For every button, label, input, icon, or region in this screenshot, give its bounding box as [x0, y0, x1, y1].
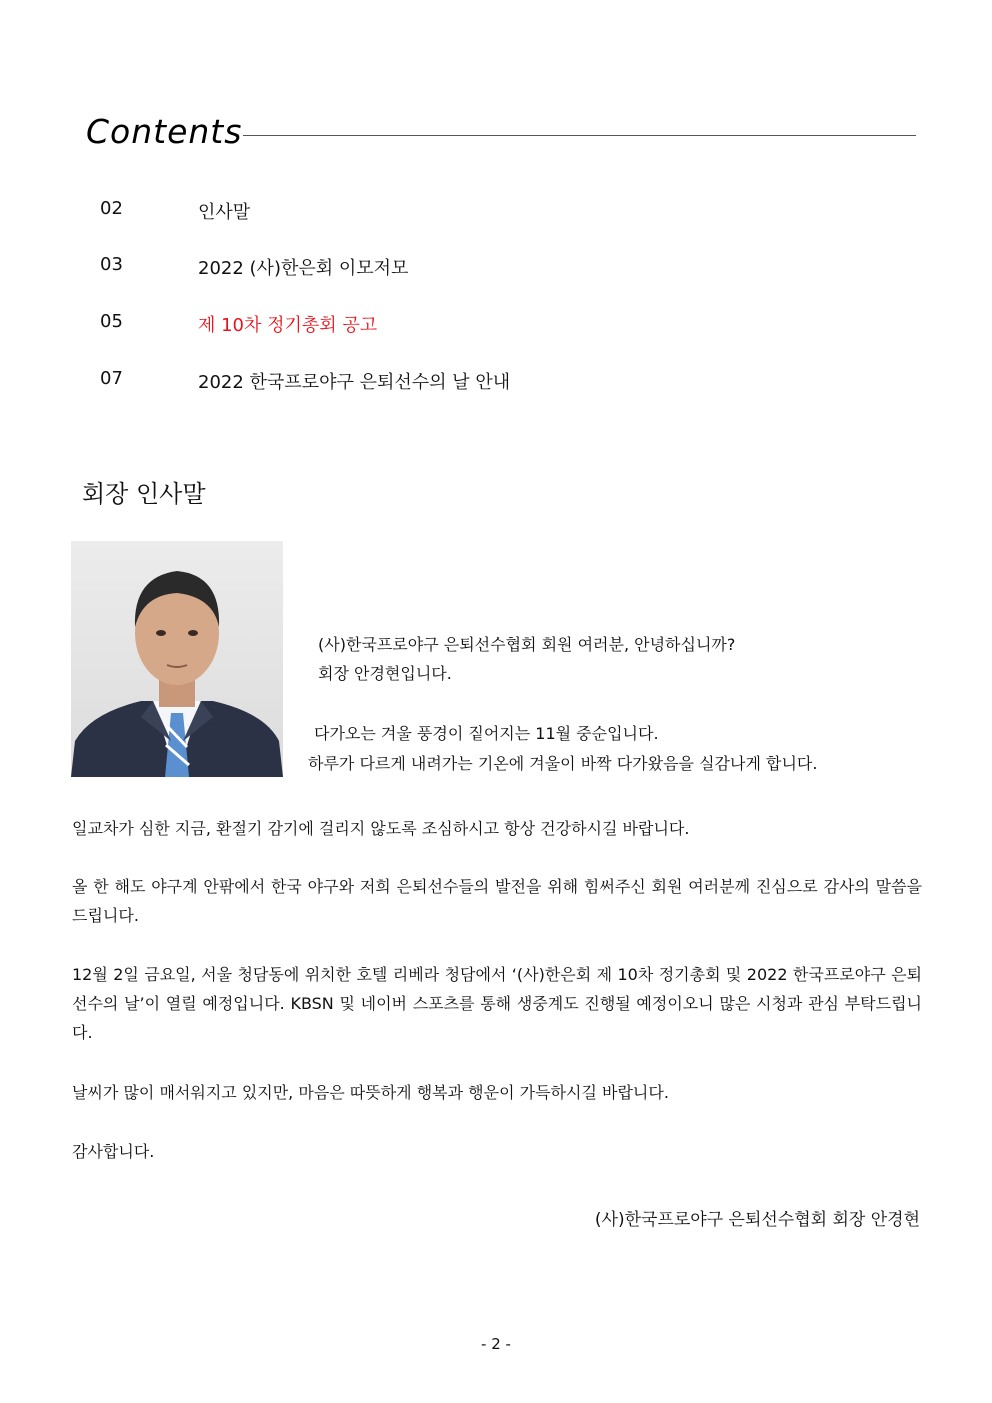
contents-divider — [243, 135, 916, 136]
body-paragraph: 올 한 해도 야구계 안팎에서 한국 야구와 저희 은퇴선수들의 발전을 위해 힘써주신 회원 여러분께 진심으로 감사의 말씀을 드립니다. — [72, 877, 922, 925]
body-paragraph: 감사합니다. — [72, 1142, 155, 1161]
toc-item-title: 2022 (사)한은회 이모저모 — [198, 258, 409, 279]
toc-item-title: 2022 한국프로야구 은퇴선수의 날 안내 — [198, 372, 511, 393]
body-paragraph: 날씨가 많이 매서워지고 있지만, 마음은 따뜻하게 행복과 행운이 가득하시길 바랍니다. — [72, 1083, 669, 1102]
contents-title: Contents — [86, 112, 243, 151]
body-paragraph: 일교차가 심한 지금, 환절기 감기에 걸리지 않도록 조심하시고 항상 건강하시길 바랍니다. — [72, 819, 690, 838]
toc-page-number: 03 — [100, 254, 123, 275]
president-portrait — [71, 541, 283, 777]
intro-line: 회장 안경현입니다. — [318, 664, 452, 683]
toc-item-title-highlighted: 제 10차 정기총회 공고 — [198, 315, 378, 336]
page-number: - 2 - — [481, 1335, 511, 1353]
signature: (사)한국프로야구 은퇴선수협회 회장 안경현 — [594, 1210, 920, 1230]
intro-line: 다가오는 겨울 풍경이 짙어지는 11월 중순입니다. — [314, 724, 659, 743]
toc-page-number: 07 — [100, 368, 123, 389]
body-paragraph: 12월 2일 금요일, 서울 청담동에 위치한 호텔 리베라 청담에서 ‘(사)한은회 제 10차 정기총회 및 2022 한국프로야구 은퇴선수의 날’이 열릴 예정입니다. KBSN 및 네이버 스포츠를 통해 생중계도 진행될 예정이오니 많은 시청과 관심 부탁드립니다. — [72, 965, 922, 1042]
toc-item-title: 인사말 — [198, 202, 251, 223]
section-heading: 회장 인사말 — [82, 480, 206, 508]
toc-page-number: 02 — [100, 198, 123, 219]
toc-page-number: 05 — [100, 311, 123, 332]
intro-line: (사)한국프로야구 은퇴선수협회 회원 여러분, 안녕하십니까? — [318, 635, 736, 654]
intro-line: 하루가 다르게 내려가는 기온에 겨울이 바짝 다가왔음을 실감나게 합니다. — [308, 754, 818, 773]
